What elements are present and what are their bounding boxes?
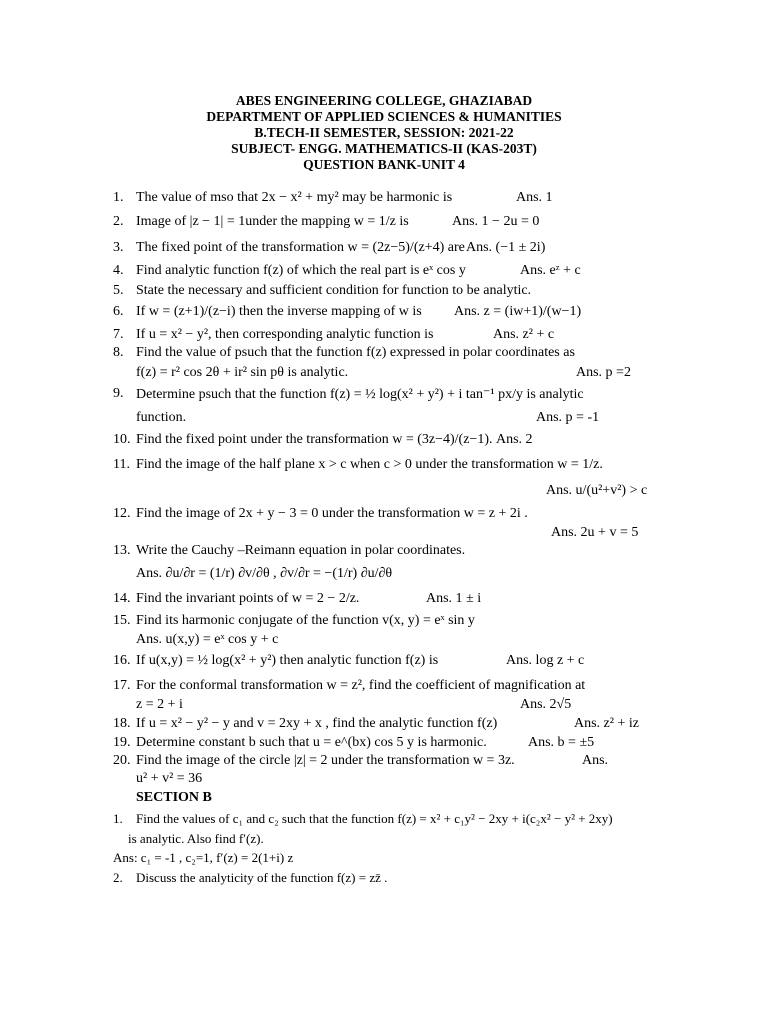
- answer: Ans. 1 ± i: [426, 591, 482, 606]
- question-text-line2: f(z) = r² cos 2θ + ir² sin pθ is analytic.: [136, 365, 349, 380]
- question-text: Find analytic function f(z) of which the real part is eˣ cos y: [136, 263, 466, 278]
- question-text: If u(x,y) = ½ log(x² + y²) then analytic function f(z) is: [136, 653, 439, 668]
- answer: Ans. (−1 ± 2i): [466, 240, 546, 255]
- answer: Ans. 2: [496, 432, 533, 447]
- question-text: Determine constant b such that u = e^(bx) cos 5 y is harmonic.: [136, 735, 487, 750]
- answer: Ans. ∂u/∂r = (1/r) ∂v/∂θ , ∂v/∂r = −(1/r) ∂u/∂θ: [136, 566, 393, 581]
- answer: Ans. b = ±5: [528, 735, 595, 750]
- question-text: The value of mso that 2x − x² + my² may be harmonic is: [136, 190, 453, 205]
- question-text: Discuss the analyticity of the function f(z) = zz̄ .: [136, 870, 388, 885]
- semester-session: B.TECH-II SEMESTER, SESSION: 2021-22: [254, 125, 514, 140]
- answer: Ans. u/(u²+v²) > c: [546, 483, 648, 498]
- question-text: Find the values of c₁ and c₂ such that the function f(z) = x² + c₁y² − 2xy + i(c₂x² − y² + 2xy): [136, 811, 613, 826]
- question-text: Find the fixed point under the transformation w = (3z−4)/(z−1).: [136, 432, 493, 447]
- question-text: Find the image of 2x + y − 3 = 0 under the transformation w = z + 2i .: [136, 506, 528, 521]
- answer: Ans. p =2: [576, 365, 631, 380]
- answer: Ans. log z + c: [506, 653, 585, 668]
- question-text: Find the invariant points of w = 2 − 2/z.: [136, 591, 360, 606]
- answer: Ans. 1 − 2u = 0: [452, 214, 540, 229]
- question-text: Write the Cauchy –Reimann equation in polar coordinates.: [136, 543, 466, 558]
- answer: Ans.: [582, 753, 609, 768]
- answer: Ans. 2√5: [520, 697, 572, 712]
- document-header: [0, 93, 768, 173]
- question-text: Find its harmonic conjugate of the function v(x, y) = eˣ sin y: [136, 613, 475, 628]
- answer: Ans. p = -1: [536, 410, 600, 425]
- question-text: If u = x² − y², then corresponding analytic function is: [136, 327, 434, 342]
- question-text: For the conformal transformation w = z², find the coefficient of magnification at: [136, 678, 586, 693]
- department-name: DEPARTMENT OF APPLIED SCIENCES & HUMANITIES: [206, 109, 562, 124]
- college-name: ABES ENGINEERING COLLEGE, GHAZIABAD: [235, 93, 533, 108]
- answer: Ans. z² + iz: [574, 716, 639, 731]
- question-text: Find the value of psuch that the function f(z) expressed in polar coordinates as: [136, 345, 575, 360]
- question-text-line2: function.: [136, 410, 187, 425]
- question-text: If u = x² − y² − y and v = 2xy + x , find the analytic function f(z): [136, 716, 498, 731]
- answer: Ans. 2u + v = 5: [551, 525, 639, 540]
- question-text-line2: z = 2 + i: [136, 697, 183, 712]
- answer: Ans. u(x,y) = eˣ cos y + c: [136, 632, 279, 647]
- subject-title: SUBJECT- ENGG. MATHEMATICS-II (KAS-203T): [231, 141, 537, 156]
- section-b-title: SECTION B: [136, 790, 212, 805]
- answer: Ans. z² + c: [493, 327, 555, 342]
- answer-line2: u² + v² = 36: [136, 771, 203, 786]
- question-text: The fixed point of the transformation w = (2z−5)/(z+4) are: [136, 240, 465, 255]
- question-text: Determine psuch that the function f(z) = ½ log(x² + y²) + i tan⁻¹ px/y is analytic: [136, 387, 584, 402]
- question-text: State the necessary and sufficient condition for function to be analytic.: [136, 283, 532, 298]
- answer: Ans: c₁ = -1 , c₂=1, f′(z) = 2(1+i) z: [113, 850, 294, 865]
- answer: Ans. z = (iw+1)/(w−1): [454, 304, 582, 319]
- question-bank-title: QUESTION BANK-UNIT 4: [303, 157, 465, 172]
- question-text: If w = (z+1)/(z−i) then the inverse mapping of w is: [136, 304, 422, 319]
- question-text: Image of |z − 1| = 1under the mapping w = 1/z is: [136, 214, 409, 229]
- answer: Ans. 1: [516, 190, 553, 205]
- answer: Ans. eᶻ + c: [520, 263, 581, 278]
- question-text: Find the image of the half plane x > c when c > 0 under the transformation w = 1/z.: [136, 457, 603, 472]
- question-text-line2: is analytic. Also find f′(z).: [128, 831, 264, 846]
- question-text: Find the image of the circle |z| = 2 under the transformation w = 3z.: [136, 753, 515, 768]
